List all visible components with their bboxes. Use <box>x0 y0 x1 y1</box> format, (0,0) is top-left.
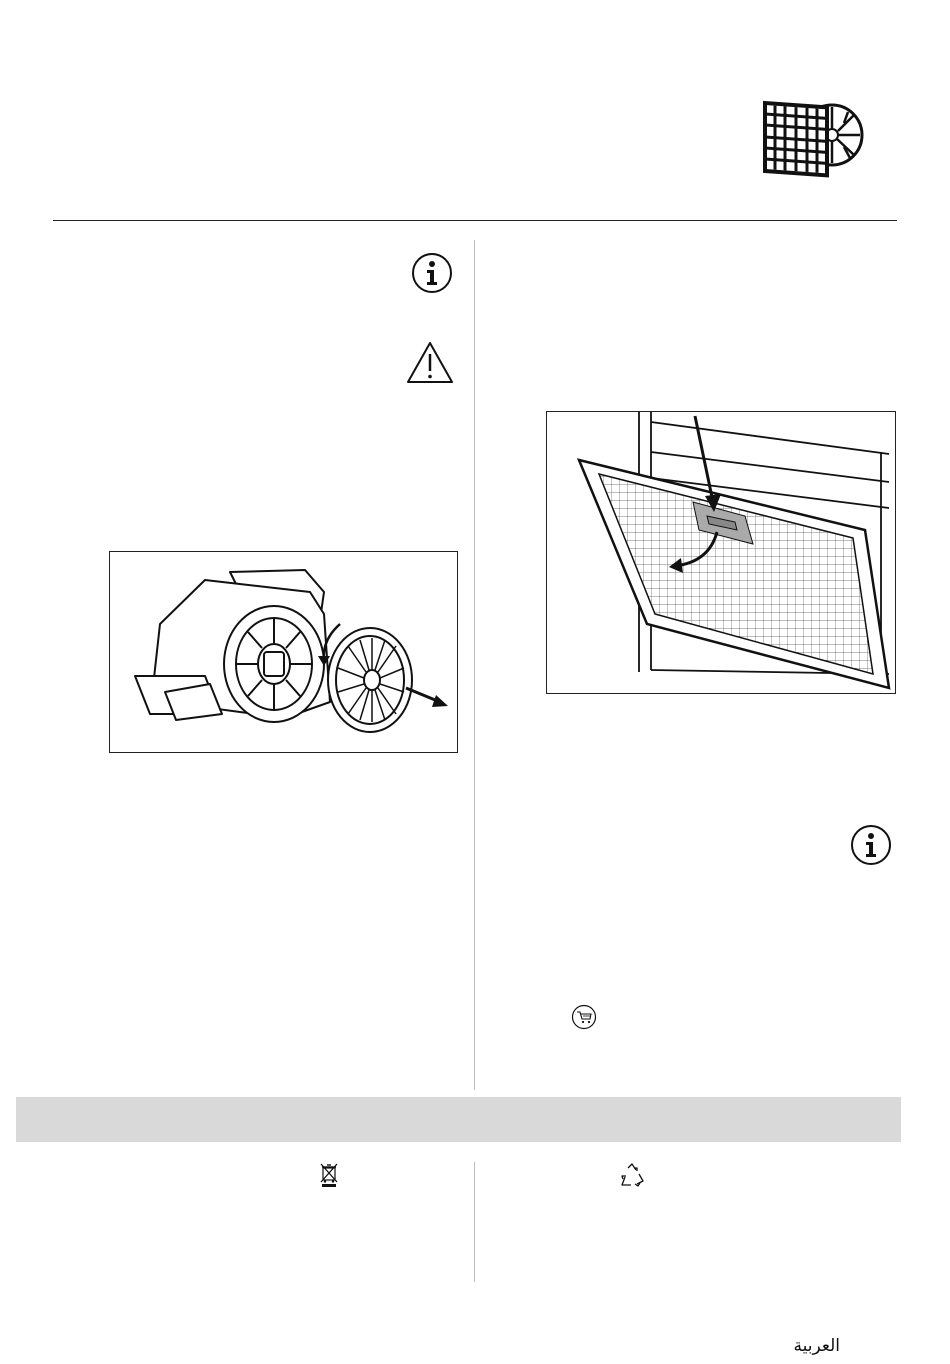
info-icon <box>850 824 892 866</box>
carbon-filter-removal-figure <box>109 551 458 753</box>
warning-icon <box>405 340 455 386</box>
shop-cart-icon <box>571 1004 597 1030</box>
column-divider-top <box>474 240 475 1090</box>
info-icon <box>411 252 453 294</box>
section-header-band <box>16 1097 901 1142</box>
column-divider-bottom <box>474 1162 475 1282</box>
header-rule <box>53 220 897 221</box>
crossed-bin-icon <box>319 1162 339 1188</box>
grease-filter-removal-figure <box>546 411 896 694</box>
filter-fan-icon <box>760 95 870 190</box>
recycle-icon <box>618 1162 646 1190</box>
language-label: العربية <box>793 1336 840 1356</box>
